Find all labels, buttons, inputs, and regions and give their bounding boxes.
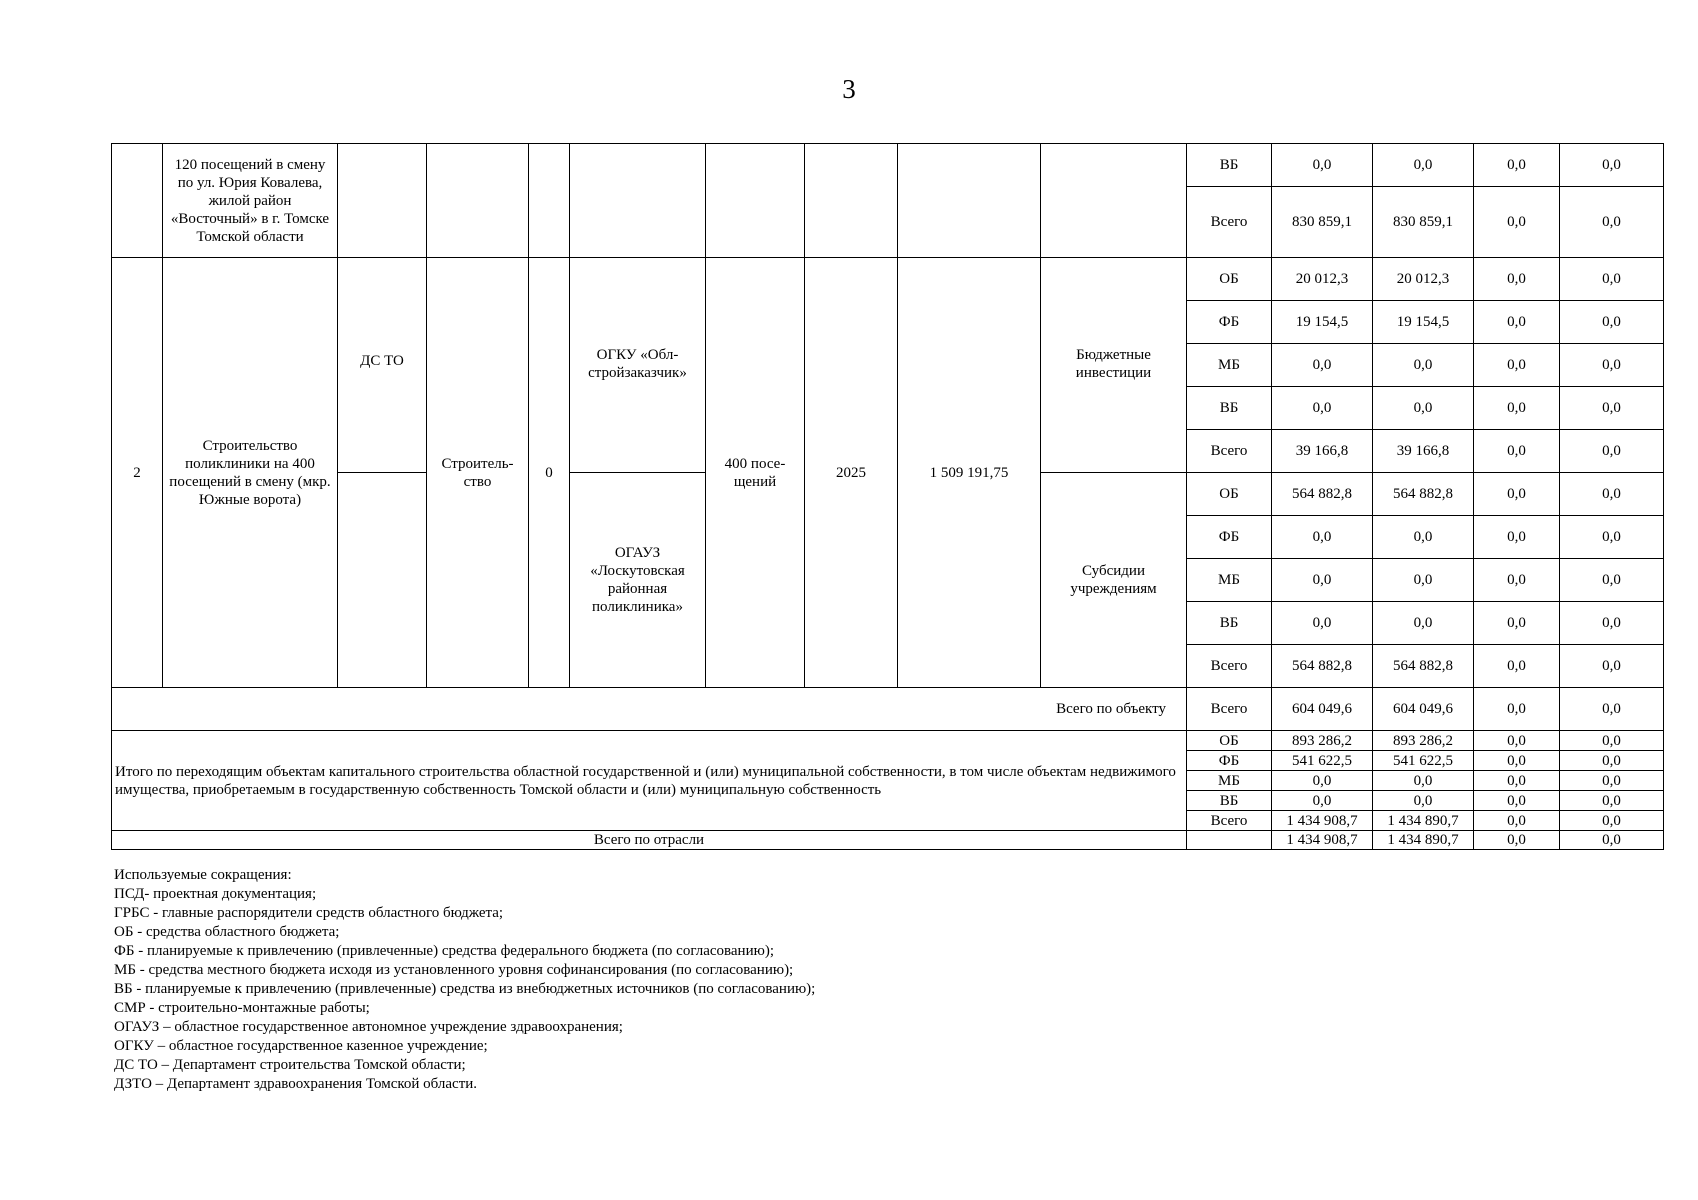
source-cell: ВБ (1187, 387, 1272, 430)
value-cell: 0,0 (1474, 516, 1560, 559)
value-cell: 0,0 (1560, 430, 1664, 473)
value-cell: 0,0 (1373, 344, 1474, 387)
value-cell: 0,0 (1474, 791, 1560, 811)
value-cell: 19 154,5 (1373, 301, 1474, 344)
value-cell: 0,0 (1474, 688, 1560, 731)
abbreviation-item: ДЗТО – Департамент здравоохранения Томской области. (114, 1076, 478, 1092)
source-cell: Всего (1187, 645, 1272, 688)
funding-form-cell: Субсидии учреждениям (1041, 473, 1187, 688)
source-cell: Всего (1187, 811, 1272, 831)
value-cell: 0,0 (1474, 811, 1560, 831)
value-cell: 0,0 (1272, 559, 1373, 602)
source-cell: ВБ (1187, 602, 1272, 645)
abbreviation-item: ВБ - планируемые к привлечению (привлеченные) средства из внебюджетных источников (по согласованию); (114, 981, 816, 997)
value-cell: 0,0 (1560, 831, 1664, 850)
value-cell: 0,0 (1474, 387, 1560, 430)
value-cell: 0,0 (1560, 645, 1664, 688)
value-cell: 1 434 908,7 (1272, 811, 1373, 831)
value-cell: 0,0 (1272, 344, 1373, 387)
object-total-label: Всего по объекту (112, 688, 1187, 731)
abbreviation-item: ОБ - средства областного бюджета; (114, 924, 340, 940)
source-cell: ФБ (1187, 516, 1272, 559)
value-cell: 0,0 (1474, 751, 1560, 771)
value-cell: 0,0 (1272, 602, 1373, 645)
value-cell: 0,0 (1560, 731, 1664, 751)
customer-cell: ОГАУЗ «Лоскутовская районная поликлиника» (570, 473, 706, 688)
source-cell: Всего (1187, 430, 1272, 473)
value-cell: 564 882,8 (1373, 473, 1474, 516)
abbreviation-item: ПСД- проектная документация; (114, 886, 317, 902)
value-cell: 0,0 (1560, 688, 1664, 731)
value-cell: 1 434 890,7 (1373, 831, 1474, 850)
abbreviation-item: ГРБС - главные распорядители средств областного бюджета; (114, 905, 504, 921)
value-cell: 0,0 (1373, 144, 1474, 187)
value-cell: 830 859,1 (1272, 187, 1373, 258)
abbreviations-title: Используемые сокращения: (114, 867, 292, 883)
value-cell: 0,0 (1272, 387, 1373, 430)
value-cell: 0,0 (1474, 344, 1560, 387)
capital-construction-table (111, 143, 1664, 850)
value-cell: 0,0 (1560, 144, 1664, 187)
value-cell: 19 154,5 (1272, 301, 1373, 344)
value-cell: 0,0 (1474, 645, 1560, 688)
abbreviation-item: СМР - строительно-монтажные работы; (114, 1000, 370, 1016)
object-number-cell (112, 144, 163, 258)
value-cell: 893 286,2 (1373, 731, 1474, 751)
value-cell: 541 622,5 (1272, 751, 1373, 771)
source-cell: ОБ (1187, 473, 1272, 516)
value-cell: 604 049,6 (1373, 688, 1474, 731)
value-cell: 0,0 (1272, 516, 1373, 559)
value-cell: 1 434 908,7 (1272, 831, 1373, 850)
source-cell: МБ (1187, 559, 1272, 602)
itogo-row (112, 731, 1664, 751)
value-cell: 0,0 (1373, 387, 1474, 430)
value-cell: 0,0 (1474, 559, 1560, 602)
value-cell: 0,0 (1272, 791, 1373, 811)
abbreviation-item: ОГАУЗ – областное государственное автономное учреждение здравоохранения; (114, 1019, 623, 1035)
table-row (112, 258, 1664, 301)
value-cell: 1 434 890,7 (1373, 811, 1474, 831)
abbreviation-item: МБ - средства местного бюджета исходя из установленного уровня софинансирования (по согласованию); (114, 962, 794, 978)
source-cell-empty (1187, 831, 1272, 850)
value-cell: 0,0 (1474, 430, 1560, 473)
value-cell: 39 166,8 (1272, 430, 1373, 473)
value-cell: 0,0 (1560, 187, 1664, 258)
abbreviation-item: ФБ - планируемые к привлечению (привлеченные) средства федерального бюджета (по согласованию); (114, 943, 774, 959)
value-cell: 564 882,8 (1373, 645, 1474, 688)
value-cell: 0,0 (1474, 473, 1560, 516)
value-cell: 0,0 (1560, 258, 1664, 301)
source-cell: МБ (1187, 344, 1272, 387)
value-cell: 20 012,3 (1373, 258, 1474, 301)
value-cell: 0,0 (1560, 387, 1664, 430)
cost-cell: 1 509 191,75 (898, 258, 1041, 688)
value-cell: 0,0 (1474, 301, 1560, 344)
value-cell: 39 166,8 (1373, 430, 1474, 473)
capacity-cell: 400 посе-щений (706, 258, 805, 688)
object-name-cell: 120 посещений в смену по ул. Юрия Ковалева, жилой район «Восточный» в г. Томске Томской области (163, 144, 338, 258)
value-cell: 0,0 (1474, 258, 1560, 301)
itogo-label: Итого по переходящим объектам капитального строительства областной государственной и (или) муниципальной собственности, в том числе объектам недвижимого имущества, приобретаемым в государственную собственность Томской области и (или) муниципальную собственность (112, 731, 1187, 831)
value-cell: 0,0 (1474, 771, 1560, 791)
value-cell: 0,0 (1474, 187, 1560, 258)
value-cell: 604 049,6 (1272, 688, 1373, 731)
value-cell: 0,0 (1474, 602, 1560, 645)
value-cell: 0,0 (1373, 559, 1474, 602)
funding-form-cell: Бюджетные инвестиции (1041, 258, 1187, 473)
source-cell: ВБ (1187, 791, 1272, 811)
value-cell: 830 859,1 (1373, 187, 1474, 258)
value-cell: 0,0 (1373, 602, 1474, 645)
customer-cell: ОГКУ «Обл-стройзаказчик» (570, 258, 706, 473)
work-type-cell: Строитель-ство (427, 258, 529, 688)
value-cell: 0,0 (1272, 144, 1373, 187)
value-cell: 564 882,8 (1272, 645, 1373, 688)
abbreviations-list (114, 866, 815, 1094)
value-cell: 564 882,8 (1272, 473, 1373, 516)
object-number-cell: 2 (112, 258, 163, 688)
object-name-cell: Строительство поликлиники на 400 посещений в смену (мкр. Южные ворота) (163, 258, 338, 688)
value-cell: 0,0 (1560, 473, 1664, 516)
value-cell: 0,0 (1474, 731, 1560, 751)
source-cell: ОБ (1187, 258, 1272, 301)
value-cell: 0,0 (1560, 811, 1664, 831)
year-cell: 2025 (805, 258, 898, 688)
source-cell: МБ (1187, 771, 1272, 791)
value-cell: 0,0 (1560, 791, 1664, 811)
value-cell: 0,0 (1474, 831, 1560, 850)
grbs-cell: ДС ТО (338, 258, 427, 473)
value-cell: 0,0 (1560, 559, 1664, 602)
sector-total-label: Всего по отрасли (112, 831, 1187, 850)
table-row (112, 144, 1664, 187)
value-cell: 0,0 (1560, 602, 1664, 645)
value-cell: 0,0 (1373, 791, 1474, 811)
grbs-cell-empty (338, 473, 427, 688)
source-cell: Всего (1187, 187, 1272, 258)
value-cell: 541 622,5 (1373, 751, 1474, 771)
source-cell: Всего (1187, 688, 1272, 731)
page-number: 3 (842, 74, 856, 104)
value-cell: 0,0 (1373, 771, 1474, 791)
value-cell: 0,0 (1560, 771, 1664, 791)
value-cell: 0,0 (1560, 751, 1664, 771)
value-cell: 893 286,2 (1272, 731, 1373, 751)
abbreviation-item: ДС ТО – Департамент строительства Томской области; (114, 1057, 466, 1073)
value-cell: 0,0 (1560, 344, 1664, 387)
source-cell: ФБ (1187, 301, 1272, 344)
abbreviation-item: ОГКУ – областное государственное казенное учреждение; (114, 1038, 488, 1054)
value-cell: 20 012,3 (1272, 258, 1373, 301)
object-total-row (112, 688, 1664, 731)
sector-total-row (112, 831, 1664, 850)
value-cell: 0,0 (1272, 771, 1373, 791)
source-cell: ОБ (1187, 731, 1272, 751)
value-cell: 0,0 (1560, 301, 1664, 344)
psd-cell: 0 (529, 258, 570, 688)
source-cell: ВБ (1187, 144, 1272, 187)
source-cell: ФБ (1187, 751, 1272, 771)
value-cell: 0,0 (1560, 516, 1664, 559)
value-cell: 0,0 (1474, 144, 1560, 187)
value-cell: 0,0 (1373, 516, 1474, 559)
